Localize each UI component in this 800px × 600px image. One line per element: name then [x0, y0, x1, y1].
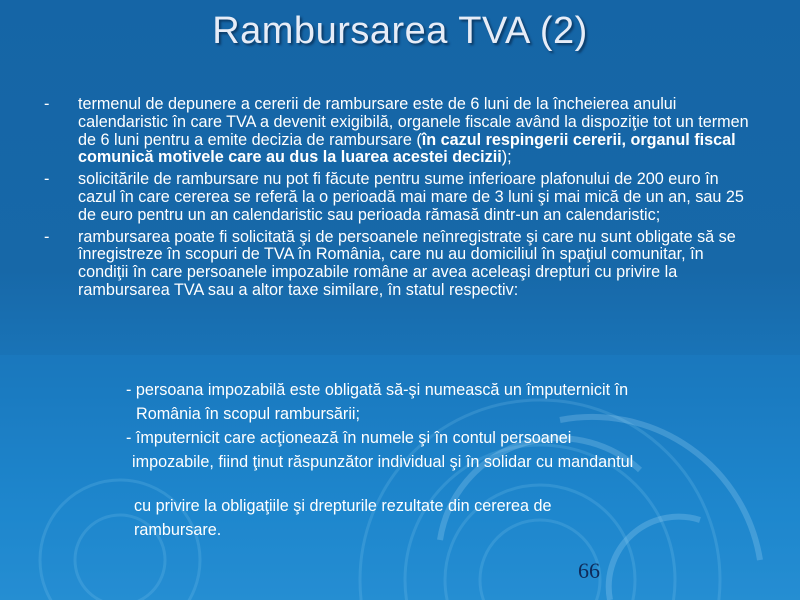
bullet-item [44, 229, 756, 300]
sub-item-line: - împuternicit care acţionează în numele şi în contul persoanei [126, 429, 572, 447]
bullet-text: rambursarea poate fi solicitată şi de persoanele neînregistrate şi care nu sunt obligate să se înregistreze în scopuri de TVA în România, care nu au domiciliul în spaţiul comunitar, în condiţii în care persoanele impozabile române ar avea aceleaşi drepturi cu privire la rambursarea TVA sau a altor taxe similare, în statul respectiv: [78, 227, 736, 299]
bullet-marker: - [44, 170, 50, 189]
bullet-marker: - [44, 227, 50, 246]
slide-content [44, 96, 756, 304]
sub-item-line: impozabile, fiind ţinut răspunzător individual şi în solidar cu mandantul [132, 453, 634, 471]
bullet-text: termenul de depunere a cererii de rambursare este de 6 luni de la încheierea anului calendaristic în care TVA a devenit exigibilă, organele fiscale având la dispoziţie tot un termen de 6 luni pentru a emite decizia de rambursare ( [78, 95, 749, 149]
sub-item-line: rambursare. [134, 521, 222, 539]
slide-title: Rambursarea TVA (2) [212, 10, 588, 52]
bullet-text: solicitările de rambursare nu pot fi făcute pentru sume inferioare plafonului de 200 euro în cazul în care cererea se referă la o perioadă mai mare de 3 luni şi mai mică de un an, sau 25 de euro pentru un an calendaristic sau perioada rămasă dintr-un an calendaristic; [78, 170, 744, 224]
bullet-marker: - [44, 95, 50, 113]
bullet-item [44, 171, 756, 224]
page-number: 66 [578, 558, 600, 583]
sub-item-line: - persoana impozabilă este obligată să-şi numească un împuternicit în [126, 381, 629, 399]
sub-item-line: România în scopul rambursării; [136, 405, 361, 423]
bullet-text-end: ); [501, 148, 512, 167]
bullet-bold-text: în cazul respingerii cererii, organul fiscal comunică motivele care au dus la luarea acestei decizii [78, 130, 736, 167]
bullet-item [44, 96, 756, 167]
sub-item-line: cu privire la obligaţiile şi drepturile rezultate din cererea de [134, 497, 552, 515]
